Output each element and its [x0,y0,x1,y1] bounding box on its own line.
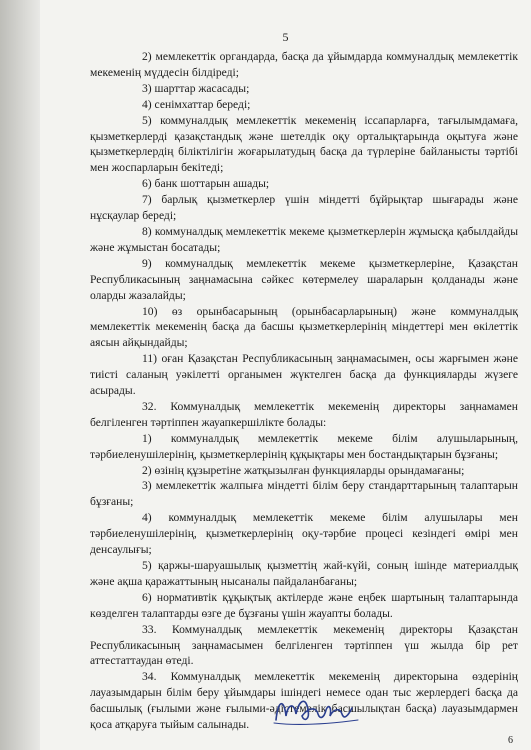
page-number: 5 [282,30,289,44]
paragraph: 11) оған Қазақстан Республикасының заңнамасымен, осы жарғымен және тиісті саланың уәкілетті органымен жүктелген басқа да функцияларды жүзеге асырады. [90,352,518,398]
document-body [90,49,518,733]
paragraph: 9) коммуналдық мемлекеттік мекеме қызметкерлеріне, Қазақстан Республикасының заңнамасына сәйкес көтермелеу шараларын қолданады және оларды жазалайды; [90,256,518,302]
paragraph: 10) өз орынбасарының (орынбасарларының) және коммуналдық мемлекеттік мекеменің басқа да басшы қызметкерлерінің міндеттері мен өкілеттік аясын айқындайды; [90,304,518,350]
paragraph: 5) коммуналдық мемлекеттік мекеменің іссапарларға, тағылымдамаға, қызметкерлерді қазақстандық және шетелдік оқу орталықтарында оқытуға және қызметкерлердің біліктілігін жоғарылатудың басқа да түрлеріне байланысты тәртібі мен жоспарларын бекітеді; [90,113,518,175]
corner-number: 6 [508,735,513,746]
paragraph: 4) сенімхаттар береді; [142,97,251,111]
paragraph: 3) шарттар жасасады; [142,81,250,95]
signature-icon [268,690,368,730]
paragraph: 6) нормативтік құқықтық актілерде және еңбек шартының талаптарында көзделген талаптарды өзге де бұзғаны үшін жауапты болады. [90,590,518,620]
paragraph: 34. Коммуналдық мемлекеттік мекеменің директорына өздерінің лауазымдарын білім беру ұйымдары ішіндегі немесе одан тыс жерлердегі басқа да басшылық (ғылыми және ғылыми-әдістемелік басшылықтан басқа) лауазымдармен қоса атқаруға тыйым салынады. [90,670,518,732]
paragraph: 6) банк шоттарын ашады; [142,177,270,191]
paragraph: 4) коммуналдық мемлекеттік мекеме білім алушылары мен тәрбиеленушілерінің, қызметкерлерінің оқу-тәрбие процесі кезіндегі өмірі мен денсаулығы; [90,511,518,557]
paragraph: 2) өзінің құзыретіне жатқызылған функцияларды орындамағаны; [142,463,465,477]
document-page [40,0,531,750]
paragraph: 1) коммуналдық мемлекеттік мекеме білім алушыларының, тәрбиеленушілерінің, қызметкерлерінің құқықтары мен бостандықтарын бұзғаны; [90,431,518,461]
paragraph: 7) барлық қызметкерлер үшін міндетті бұйрықтар шығарады және нұсқаулар береді; [90,193,518,223]
paragraph: 2) мемлекеттік органдарда, басқа да ұйымдарда коммуналдық мемлекеттік мекеменің мүддесін білдіреді; [90,50,518,79]
scan-edge-shadow [0,0,40,750]
paragraph: 3) мемлекеттік жалпыға міндетті білім беру стандарттарының талаптарын бұзғаны; [90,479,518,509]
paragraph: 5) қаржы-шаруашылық қызметтің жай-күйі, соның ішінде материалдық және ақша қаражаттының нысаналы пайдаланбағаны; [90,559,518,588]
paragraph: 8) коммуналдық мемлекеттік мекеме қызметкерлерін жұмысқа қабылдайды және жұмыстан босатады; [90,224,518,254]
paragraph: 32. Коммуналдық мемлекеттік мекеменің директоры заңнамамен белгіленген тәртіппен жауапкершілікте болады: [90,399,518,429]
paragraph: 33. Коммуналдық мемлекеттік мекеменің директоры Қазақстан Республикасының заңнамасымен белгіленген тәртіппен үш жылда бір рет аттестаттаудан өтеді. [90,622,518,668]
